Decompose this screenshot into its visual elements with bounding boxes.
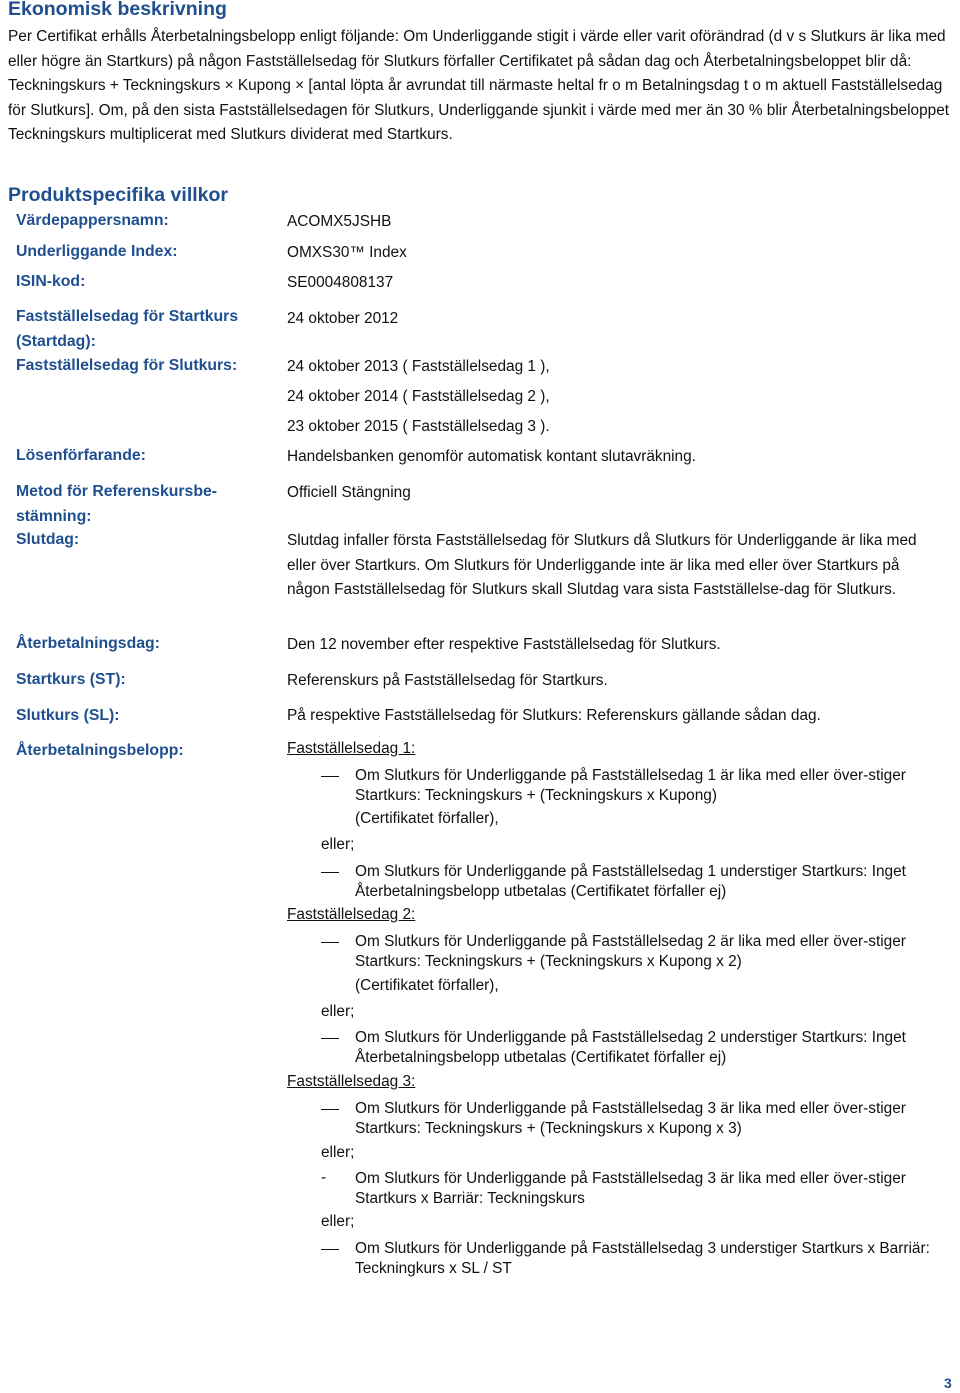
payout-fd3-or-1: eller;	[321, 1144, 355, 1161]
label-startkurs: Startkurs (ST):	[16, 671, 126, 688]
label-slutkurs: Slutkurs (SL):	[16, 707, 120, 724]
dash-bullet	[321, 1038, 339, 1039]
label-slutdag: Slutdag:	[16, 531, 80, 548]
payout-fd1-heading: Fastställelsedag 1:	[287, 740, 416, 757]
payout-fd2-heading: Fastställelsedag 2:	[287, 906, 416, 923]
payout-fd3-bullet-2: Om Slutkurs för Underliggande på Fastställelsedag 3 är lika med eller över-stiger Startkurs x Barriär: Teckningskurs	[355, 1170, 906, 1207]
dash-bullet	[321, 872, 339, 873]
payout-fd3-or-2: eller;	[321, 1213, 355, 1230]
dash-bullet	[321, 942, 339, 943]
value-faststallelsedag-2: 24 oktober 2014 ( Fastställelsedag 2 ),	[287, 388, 550, 405]
dash-bullet	[321, 1249, 339, 1250]
value-vardepappersnamn: ACOMX5JSHB	[287, 213, 392, 230]
dash-bullet	[321, 1109, 339, 1110]
payout-fd1-bullet-2: Om Slutkurs för Underliggande på Fastställelsedag 1 understiger Startkurs: Inget Återbetalningsbelopp utbetalas (Certifikatet förfaller ej)	[355, 863, 906, 900]
label-vardepappersnamn: Värdepappersnamn:	[16, 212, 169, 229]
value-aterbetalningsdag: Den 12 november efter respektive Fastställelsedag för Slutkurs.	[287, 636, 721, 653]
payout-fd3-bullet-3: Om Slutkurs för Underliggande på Fastställelsedag 3 understiger Startkurs x Barriär: Teckningkurs x SL / ST	[355, 1240, 930, 1277]
value-faststallelsedag-3: 23 oktober 2015 ( Fastställelsedag 3 ).	[287, 418, 550, 435]
payout-fd3-bullet-1: Om Slutkurs för Underliggande på Fastställelsedag 3 är lika med eller över-stiger Startkurs: Teckningskurs + (Teckningskurs x Kupong x 3)	[355, 1100, 906, 1137]
value-slutkurs: På respektive Fastställelsedag för Slutkurs: Referenskurs gällande sådan dag.	[287, 707, 821, 724]
payout-fd1-note: (Certifikatet förfaller),	[355, 810, 499, 827]
payout-fd1-or: eller;	[321, 836, 355, 853]
payout-fd2-bullet-2: Om Slutkurs för Underliggande på Fastställelsedag 2 understiger Startkurs: Inget Återbetalningsbelopp utbetalas (Certifikatet förfaller ej)	[355, 1029, 906, 1066]
label-metod-referenskurs: Metod för Referenskursbe-stämning:	[16, 483, 218, 525]
value-underliggande-index: OMXS30™ Index	[287, 244, 407, 261]
value-isin-kod: SE0004808137	[287, 274, 394, 291]
value-startdag: 24 oktober 2012	[287, 310, 399, 327]
label-faststallelsedag-slutkurs: Fastställelsedag för Slutkurs:	[16, 357, 238, 374]
label-aterbetalningsdag: Återbetalningsdag:	[16, 635, 160, 652]
section-heading-ekonomisk: Ekonomisk beskrivning	[8, 0, 227, 20]
label-startdag: Fastställelsedag för Startkurs (Startdag):	[16, 308, 239, 350]
payout-fd3-heading: Fastställelsedag 3:	[287, 1073, 416, 1090]
page-number: 3	[944, 1375, 952, 1391]
label-losenforfarande: Lösenförfarande:	[16, 447, 146, 464]
payout-fd3-bullet-2-marker: -	[321, 1169, 327, 1186]
dash-bullet	[321, 776, 339, 777]
value-metod-referenskurs: Officiell Stängning	[287, 484, 411, 501]
label-aterbetalningsbelopp: Återbetalningsbelopp:	[16, 742, 184, 759]
payout-fd2-or: eller;	[321, 1003, 355, 1020]
value-losenforfarande: Handelsbanken genomför automatisk kontant slutavräkning.	[287, 448, 696, 465]
value-startkurs: Referenskurs på Fastställelsedag för Startkurs.	[287, 672, 608, 689]
section-heading-produktspecifika: Produktspecifika villkor	[8, 184, 228, 206]
payout-fd2-bullet-1: Om Slutkurs för Underliggande på Fastställelsedag 2 är lika med eller över-stiger Startkurs: Teckningskurs + (Teckningskurs x Kupong x 2)	[355, 933, 906, 970]
label-isin-kod: ISIN-kod:	[16, 273, 86, 290]
intro-paragraph: Per Certifikat erhålls Återbetalningsbelopp enligt följande: Om Underliggande stigit i värde eller varit oförändrad (d v s Slutkurs är lika med eller högre än Startkurs) på någon Fastställelsedag för Slutkurs förfaller Certifikatet på sådan dag och Återbetalningsbeloppet blir då: Teckningskurs + Teckningskurs × Kupong × [antal löpta år avrundat till närmaste heltal fr o m Betalningsdag t o m aktuell Fastställelsedag för Slutkurs]. Om, på den sista Fastställelsedagen för Slutkurs, Underliggande sjunkit i värde med mer än 30 % blir Återbetalningsbeloppet Teckningskurs multiplicerat med Slutkurs dividerat med Startkurs.	[8, 28, 950, 143]
payout-fd2-note: (Certifikatet förfaller),	[355, 977, 499, 994]
value-slutdag: Slutdag infaller första Fastställelsedag för Slutkurs då Slutkurs för Underliggande är lika med eller över Startkurs. Om Slutkurs för Underliggande inte är lika med eller över Startkurs på någon Fastställelsedag för Slutkurs skall Slutdag vara sista Fastställelse-dag för Slutkurs.	[287, 532, 917, 598]
label-underliggande-index: Underliggande Index:	[16, 243, 178, 260]
value-faststallelsedag-1: 24 oktober 2013 ( Fastställelsedag 1 ),	[287, 358, 550, 375]
payout-fd1-bullet-1: Om Slutkurs för Underliggande på Fastställelsedag 1 är lika med eller över-stiger Startkurs: Teckningskurs + (Teckningskurs x Kupong)	[355, 767, 906, 804]
